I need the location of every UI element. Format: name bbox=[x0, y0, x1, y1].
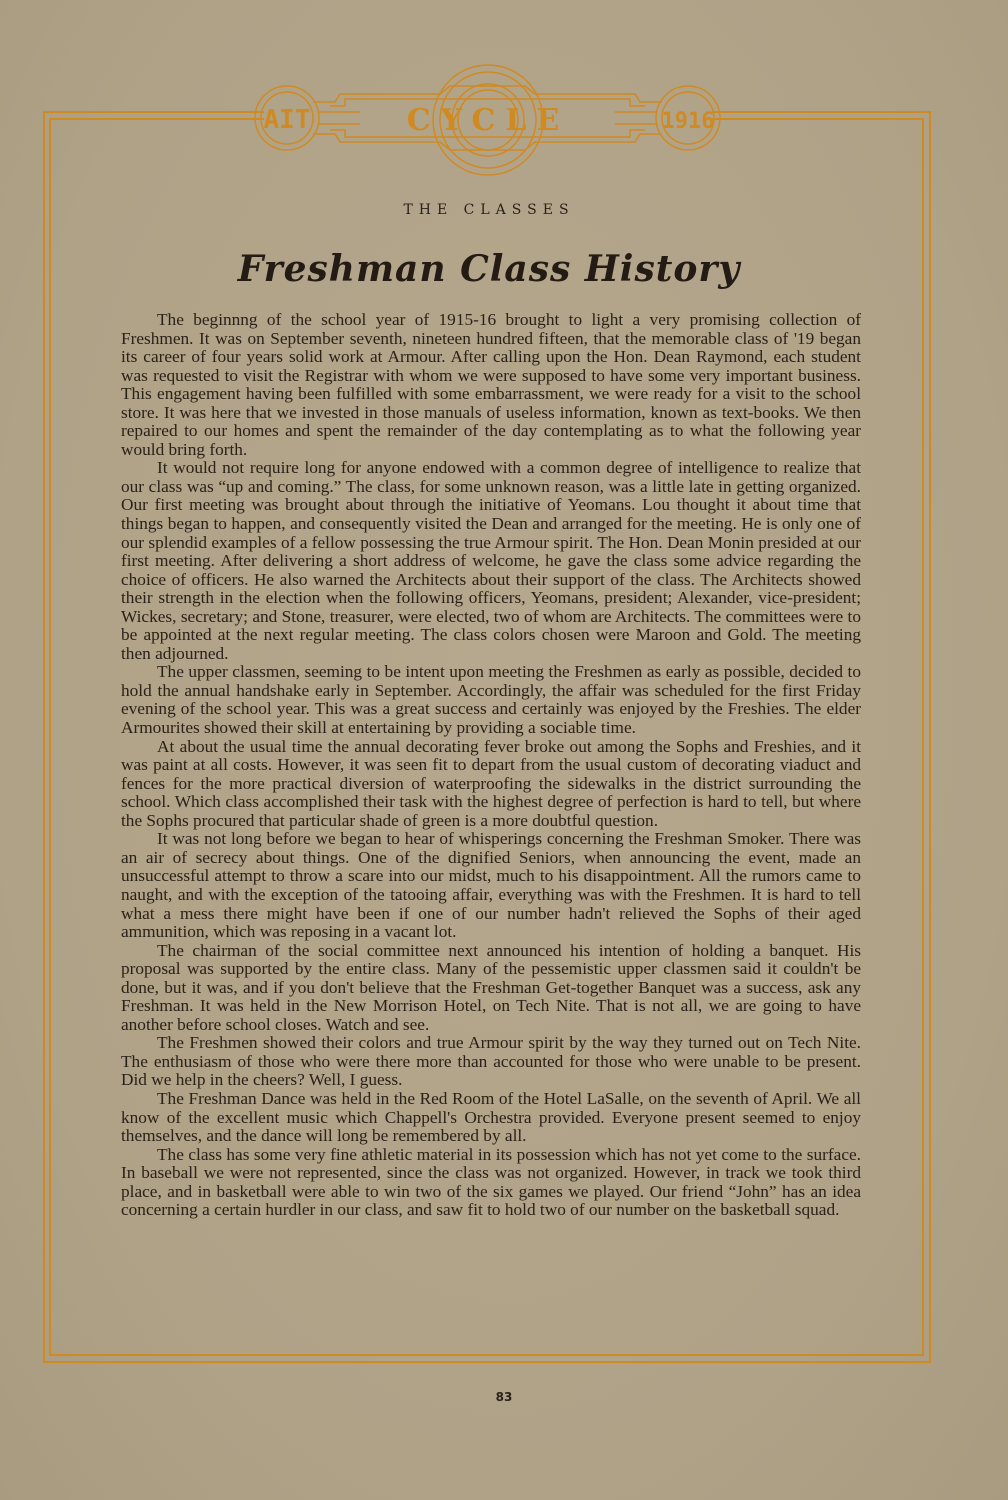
paragraph: The beginnng of the school year of 1915-16 brought to light a very promising collection of Freshmen. It was on September seventh, nineteen hundred fifteen, that the memorable class of '19 began its career of four years solid work at Armour. After calling upon the Hon. Dean Raymond, each student was requested to visit the Registrar with whom we were supposed to have some very important business. This engagement having been fulfilled with some embarrassment, we were ready for a visit to the school store. It was here that we invested in those manuals of useless information, known as text-books. We then repaired to our homes and spent the remainder of the day contemplating as to what the following year would bring forth. bbox=[121, 310, 861, 459]
paragraph: It was not long before we began to hear of whisperings concerning the Freshman Smoker. There was an air of secrecy about things. One of the dignified Seniors, when announcing the event, made an unsuccessful attempt to throw a scare into our midst, much to his disappointment. All the rumors came to naught, and with the exception of the tatooing affair, everything was with the Freshmen. It is hard to tell what a mess there might have been if one of our number hadn't relieved the Sophs of their aged ammunition, which was reposing in a vacant lot. bbox=[121, 829, 861, 942]
paragraph: The Freshmen showed their colors and true Armour spirit by the way they turned out on Tech Nite. The enthusiasm of those who were there more than accounted for those who were unable to be present. Did we help in the cheers? Well, I guess. bbox=[121, 1033, 861, 1090]
paragraph: The upper classmen, seeming to be intent upon meeting the Freshmen as early as possible, decided to hold the annual handshake early in September. Accordingly, the affair was scheduled for the first Friday evening of the school year. This was a great success and certainly was enjoyed by the Freshies. The elder Armourites showed their skill at entertaining by providing a sociable time. bbox=[121, 662, 861, 738]
logo-text-year: 1916 bbox=[661, 109, 715, 134]
paragraph: The Freshman Dance was held in the Red Room of the Hotel LaSalle, on the seventh of April. We all know of the excellent music which Chappell's Orchestra provided. Everyone present seemed to enjoy themselves, and the dance will long be remembered by all. bbox=[121, 1088, 861, 1146]
page-number: 83 bbox=[495, 1390, 513, 1404]
paragraph: At about the usual time the annual decorating fever broke out among the Sophs and Freshies, and it was paint at all costs. However, it was seen fit to depart from the usual custom of decorating viaduct and fences for the more practical diversion of waterproofing the sidewalks in the district surrounding the school. Which class accomplished their task with the highest degree of perfection is hard to tell, but where the Sophs procured that particular shade of green is a more doubtful question. bbox=[121, 736, 861, 830]
logo-text-ait: AIT bbox=[263, 105, 311, 135]
logo-text-cycle: CYCLE bbox=[406, 103, 570, 138]
article-body bbox=[121, 311, 861, 1220]
page-title: Freshman Class History bbox=[237, 248, 741, 290]
cycle-masthead-logo bbox=[0, 0, 1008, 180]
section-label: THE CLASSES bbox=[403, 202, 575, 218]
paragraph: The class has some very fine athletic material in its possession which has not yet come to the surface. In baseball we were not represented, since the class was not organized. However, in track we took third place, and in basketball were able to win two of the six games we played. Our friend “John” has an idea concerning a certain hurdler in our class, and saw fit to hold two of our number on the basketball squad. bbox=[121, 1144, 861, 1220]
paragraph: It would not require long for anyone endowed with a common degree of intelligence to realize that our class was “up and coming.” The class, for some unknown reason, was a little late in getting organized. Our first meeting was brought about through the initiative of Yeomans. Lou thought it about time that things began to happen, and consequently visited the Dean and arranged for the meeting. He is only one of our splendid examples of a fellow possessing the true Armour spirit. The Hon. Dean Monin presided at our first meeting. After delivering a short address of welcome, he gave the class some advice regarding the choice of officers. He also warned the Architects about their support of the class. The Architects showed their strength in the election when the following officers, Yeomans, president; Alexander, vice-president; Wickes, secretary; and Stone, treasurer, were elected, two of whom are Architects. The committees were to be appointed at the next regular meeting. The class colors chosen were Maroon and Gold. The meeting then adjourned. bbox=[121, 458, 861, 663]
paragraph: The chairman of the social committee next announced his intention of holding a banquet. His proposal was supported by the entire class. Many of the pessemistic upper classmen said it couldn't be done, but it was, and if you don't believe that the Freshman Get-together Banquet was a success, ask any Freshman. It was held in the New Morrison Hotel, on Tech Nite. That is not all, we are going to have another before school closes. Watch and see. bbox=[121, 940, 861, 1034]
